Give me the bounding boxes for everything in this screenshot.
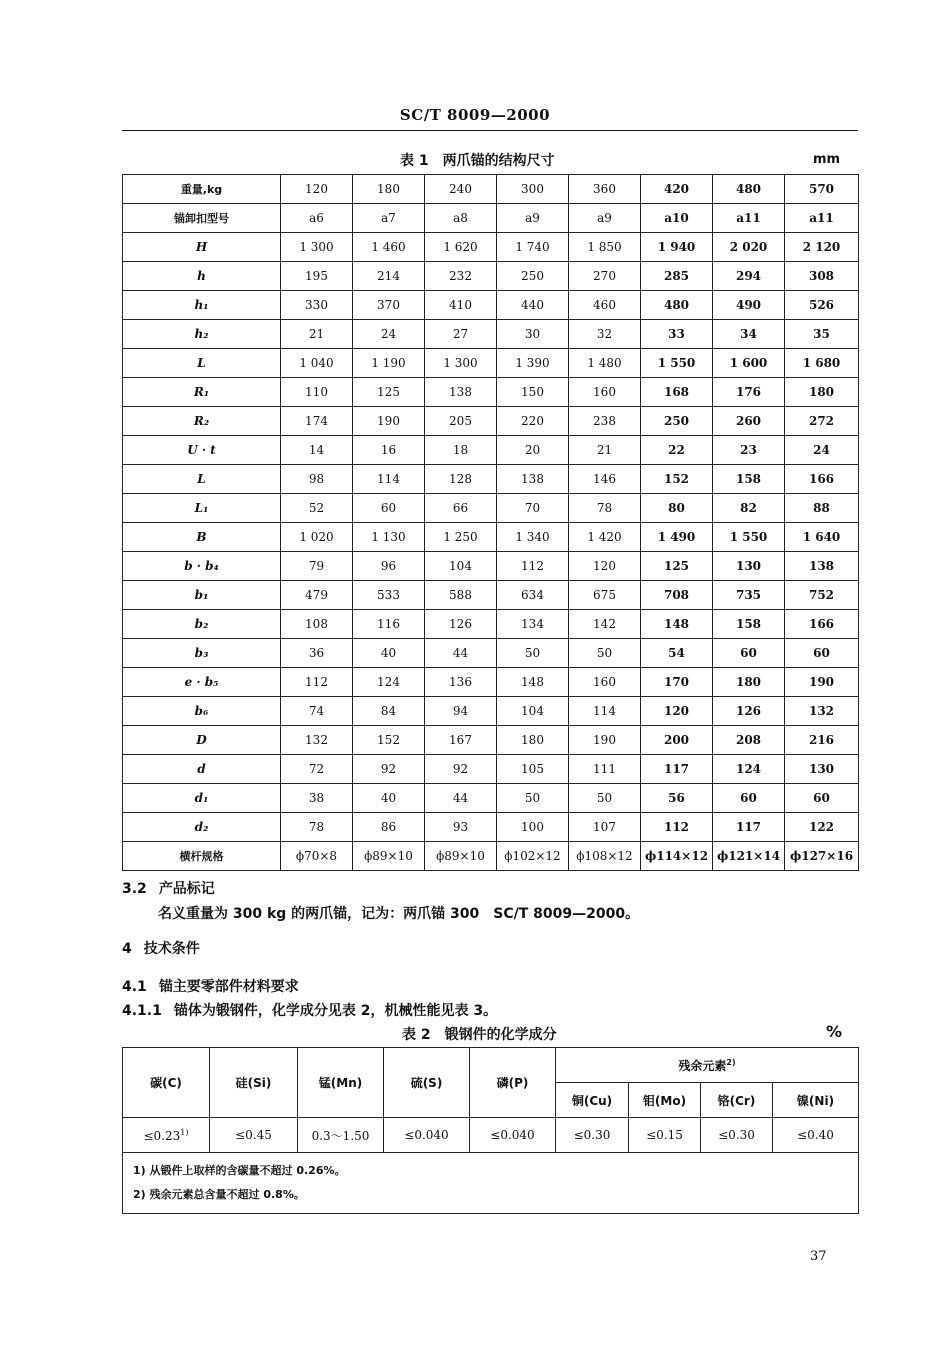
table2-notes <box>123 1153 859 1214</box>
table-cell: 146 <box>569 465 641 494</box>
table-cell: 150 <box>497 378 569 407</box>
row-label: b₂ <box>123 610 281 639</box>
table-cell: 1 640 <box>785 523 859 552</box>
anchor-dimensions-table <box>122 174 859 871</box>
footnote-2: 2) 残余元素总含量不超过 0.8%。 <box>133 1188 305 1201</box>
table-cell: a10 <box>641 204 713 233</box>
header-molybdenum: 钼(Mo) <box>629 1083 701 1118</box>
table-cell: 160 <box>569 378 641 407</box>
table-cell: 60 <box>713 784 785 813</box>
table-cell: 479 <box>281 581 353 610</box>
table-cell: 21 <box>569 436 641 465</box>
table-cell: 190 <box>569 726 641 755</box>
table-cell: 124 <box>713 755 785 784</box>
section-number: 3.2 <box>122 881 147 897</box>
table-cell: 138 <box>425 378 497 407</box>
table-cell: 138 <box>785 552 859 581</box>
row-label: R₂ <box>123 407 281 436</box>
table-cell: 190 <box>353 407 425 436</box>
table-cell: 50 <box>569 784 641 813</box>
table1-unit: mm <box>813 152 841 167</box>
table-row <box>123 552 859 581</box>
table-cell: 148 <box>641 610 713 639</box>
table-cell: 40 <box>353 639 425 668</box>
table-cell: 480 <box>641 291 713 320</box>
row-label: D <box>123 726 281 755</box>
table-cell: 238 <box>569 407 641 436</box>
value-chromium: ≤0.30 <box>701 1118 773 1153</box>
table-cell: 50 <box>497 639 569 668</box>
table-cell: 138 <box>497 465 569 494</box>
table-cell: 166 <box>785 610 859 639</box>
header-silicon: 硅(Si) <box>210 1048 298 1118</box>
footnote-ref: 1) <box>180 1127 189 1137</box>
table-cell: 60 <box>713 639 785 668</box>
table-cell: 117 <box>641 755 713 784</box>
table-cell: 22 <box>641 436 713 465</box>
table-cell: 1 480 <box>569 349 641 378</box>
footnote-1: 1) 从锻件上取样的含碳量不超过 0.26%。 <box>133 1164 346 1177</box>
table-cell: 208 <box>713 726 785 755</box>
header-nickel: 镍(Ni) <box>773 1083 859 1118</box>
table-cell: 128 <box>425 465 497 494</box>
table-cell: 130 <box>713 552 785 581</box>
table-cell: 1 550 <box>641 349 713 378</box>
table-cell: 1 420 <box>569 523 641 552</box>
table-cell: a9 <box>497 204 569 233</box>
table-row <box>123 523 859 552</box>
table-cell: 1 300 <box>425 349 497 378</box>
table-cell: 533 <box>353 581 425 610</box>
header-sulfur: 硫(S) <box>384 1048 470 1118</box>
table-row <box>123 697 859 726</box>
table-cell: ϕ127×16 <box>785 842 859 871</box>
table-cell: 1 340 <box>497 523 569 552</box>
row-label: U · t <box>123 436 281 465</box>
table-cell: 92 <box>425 755 497 784</box>
table-cell: 148 <box>497 668 569 697</box>
table-cell: 20 <box>497 436 569 465</box>
table-cell: 1 550 <box>713 523 785 552</box>
table2-unit: % <box>826 1022 843 1041</box>
table-cell: 1 850 <box>569 233 641 262</box>
table-row <box>123 262 859 291</box>
row-label: h₂ <box>123 320 281 349</box>
row-label: L <box>123 465 281 494</box>
table-cell: 410 <box>425 291 497 320</box>
table-cell: 190 <box>785 668 859 697</box>
table-cell: a7 <box>353 204 425 233</box>
table-cell: 174 <box>281 407 353 436</box>
value-nickel: ≤0.40 <box>773 1118 859 1153</box>
table-cell: 1 300 <box>281 233 353 262</box>
row-label: d₁ <box>123 784 281 813</box>
table-cell: 92 <box>353 755 425 784</box>
table-cell: a8 <box>425 204 497 233</box>
table-cell: ϕ108×12 <box>569 842 641 871</box>
table-cell: 180 <box>713 668 785 697</box>
table-cell: 152 <box>641 465 713 494</box>
table-row <box>123 436 859 465</box>
table-cell: 1 040 <box>281 349 353 378</box>
table-cell: 88 <box>785 494 859 523</box>
row-label: L <box>123 349 281 378</box>
page-number: 37 <box>810 1249 827 1264</box>
table-cell: 94 <box>425 697 497 726</box>
table-cell: 93 <box>425 813 497 842</box>
table-cell: a9 <box>569 204 641 233</box>
table-cell: 195 <box>281 262 353 291</box>
table-cell: 125 <box>641 552 713 581</box>
row-label: 横杆规格 <box>123 842 281 871</box>
table-cell: 132 <box>281 726 353 755</box>
table-cell: 1 390 <box>497 349 569 378</box>
table-cell: 300 <box>497 175 569 204</box>
section-4-heading <box>122 938 200 958</box>
table-row <box>123 465 859 494</box>
table-cell: 2 020 <box>713 233 785 262</box>
table-cell: ϕ102×12 <box>497 842 569 871</box>
table-cell: 66 <box>425 494 497 523</box>
table-cell: 125 <box>353 378 425 407</box>
header-chromium: 铬(Cr) <box>701 1083 773 1118</box>
table-cell: 490 <box>713 291 785 320</box>
table-cell: 200 <box>641 726 713 755</box>
row-label: 重量,kg <box>123 175 281 204</box>
table-cell: a11 <box>713 204 785 233</box>
table-row <box>123 784 859 813</box>
standard-code-header: SC/T 8009—2000 <box>399 106 551 124</box>
table-cell: 50 <box>569 639 641 668</box>
row-label: d <box>123 755 281 784</box>
table-cell: 216 <box>785 726 859 755</box>
section-3-2-body: 名义重量为 300 kg 的两爪锚，记为：两爪锚 300 SC/T 8009—2000。 <box>158 906 640 922</box>
table-cell: ϕ70×8 <box>281 842 353 871</box>
header-residual-elements <box>556 1048 859 1083</box>
table-cell: 130 <box>785 755 859 784</box>
table-cell: 36 <box>281 639 353 668</box>
table-cell: 84 <box>353 697 425 726</box>
table-cell: 480 <box>713 175 785 204</box>
table-cell: 1 680 <box>785 349 859 378</box>
table-cell: 2 120 <box>785 233 859 262</box>
table-cell: 117 <box>713 813 785 842</box>
header-copper: 铜(Cu) <box>556 1083 629 1118</box>
section-title: 锚体为锻钢件，化学成分见表 2，机械性能见表 3。 <box>173 1003 498 1019</box>
table-cell: 110 <box>281 378 353 407</box>
table-cell: 80 <box>641 494 713 523</box>
table-row <box>123 813 859 842</box>
table-cell: 82 <box>713 494 785 523</box>
table-cell: 18 <box>425 436 497 465</box>
table-row <box>123 378 859 407</box>
table-row <box>123 233 859 262</box>
row-label: h <box>123 262 281 291</box>
table-cell: 588 <box>425 581 497 610</box>
row-label: B <box>123 523 281 552</box>
table-cell: 32 <box>569 320 641 349</box>
table-row <box>123 755 859 784</box>
table-row <box>123 494 859 523</box>
row-label: H <box>123 233 281 262</box>
table-cell: 260 <box>713 407 785 436</box>
table-cell: 180 <box>497 726 569 755</box>
section-title: 锚主要零部件材料要求 <box>158 979 299 995</box>
table-cell: 79 <box>281 552 353 581</box>
row-label: 锚卸扣型号 <box>123 204 281 233</box>
table-cell: 35 <box>785 320 859 349</box>
table-cell: 570 <box>785 175 859 204</box>
row-label: L₁ <box>123 494 281 523</box>
table-cell: 1 460 <box>353 233 425 262</box>
table-cell: 112 <box>281 668 353 697</box>
table-cell: 294 <box>713 262 785 291</box>
value-silicon: ≤0.45 <box>210 1118 298 1153</box>
table-cell: 24 <box>785 436 859 465</box>
table1-caption: 表 1 两爪锚的结构尺寸 <box>400 153 555 169</box>
table-cell: 86 <box>353 813 425 842</box>
table-cell: 50 <box>497 784 569 813</box>
value-manganese: 0.3～1.50 <box>298 1118 384 1153</box>
row-label: b₆ <box>123 697 281 726</box>
table-cell: 60 <box>785 784 859 813</box>
table-cell: 34 <box>713 320 785 349</box>
table-cell: 526 <box>785 291 859 320</box>
table-cell: 708 <box>641 581 713 610</box>
section-number: 4.1.1 <box>122 1003 162 1019</box>
table-row <box>123 320 859 349</box>
section-4-1-1-heading <box>122 1000 497 1020</box>
table-cell: 735 <box>713 581 785 610</box>
table-row <box>123 175 859 204</box>
table-cell: 124 <box>353 668 425 697</box>
table-cell: 166 <box>785 465 859 494</box>
row-label: R₁ <box>123 378 281 407</box>
table-cell: 120 <box>641 697 713 726</box>
value-molybdenum: ≤0.15 <box>629 1118 701 1153</box>
table-cell: 176 <box>713 378 785 407</box>
table-cell: 240 <box>425 175 497 204</box>
table-cell: 158 <box>713 610 785 639</box>
table-cell: 134 <box>497 610 569 639</box>
table-cell: 33 <box>641 320 713 349</box>
table-cell: 158 <box>713 465 785 494</box>
table-row <box>123 204 859 233</box>
section-title: 技术条件 <box>143 941 200 957</box>
table-cell: 205 <box>425 407 497 436</box>
table-cell: 1 020 <box>281 523 353 552</box>
table-cell: 180 <box>785 378 859 407</box>
chemical-composition-table <box>122 1047 859 1214</box>
table-cell: 250 <box>497 262 569 291</box>
table-cell: 52 <box>281 494 353 523</box>
table-cell: 98 <box>281 465 353 494</box>
table-cell: 167 <box>425 726 497 755</box>
table-cell: 100 <box>497 813 569 842</box>
table-cell: 232 <box>425 262 497 291</box>
value-phosphorus: ≤0.040 <box>470 1118 556 1153</box>
table-cell: 370 <box>353 291 425 320</box>
table-cell: 114 <box>569 697 641 726</box>
table-row <box>123 842 859 871</box>
section-number: 4 <box>122 941 132 957</box>
section-number: 4.1 <box>122 979 147 995</box>
table-cell: 634 <box>497 581 569 610</box>
table-cell: 105 <box>497 755 569 784</box>
table-cell: 14 <box>281 436 353 465</box>
table-row <box>123 349 859 378</box>
row-label: b · b₄ <box>123 552 281 581</box>
table-cell: 1 250 <box>425 523 497 552</box>
table-cell: 142 <box>569 610 641 639</box>
table2-caption: 表 2 锻钢件的化学成分 <box>402 1027 557 1043</box>
table-cell: 60 <box>353 494 425 523</box>
table-cell: 16 <box>353 436 425 465</box>
table-cell: 30 <box>497 320 569 349</box>
table-cell: 96 <box>353 552 425 581</box>
table-cell: 272 <box>785 407 859 436</box>
table-cell: 114 <box>353 465 425 494</box>
table-cell: 308 <box>785 262 859 291</box>
table-cell: 70 <box>497 494 569 523</box>
row-label: b₃ <box>123 639 281 668</box>
table-cell: 78 <box>281 813 353 842</box>
table-cell: a11 <box>785 204 859 233</box>
value-sulfur: ≤0.040 <box>384 1118 470 1153</box>
table-cell: ϕ89×10 <box>425 842 497 871</box>
table-cell: 1 490 <box>641 523 713 552</box>
table-row <box>123 668 859 697</box>
table-cell: 126 <box>713 697 785 726</box>
carbon-value: ≤0.23 <box>143 1128 181 1143</box>
table-cell: 112 <box>497 552 569 581</box>
header-manganese: 锰(Mn) <box>298 1048 384 1118</box>
table-cell: 168 <box>641 378 713 407</box>
table-cell: 23 <box>713 436 785 465</box>
table-cell: 107 <box>569 813 641 842</box>
row-label: h₁ <box>123 291 281 320</box>
header-phosphorus: 磷(P) <box>470 1048 556 1118</box>
value-carbon <box>123 1118 210 1153</box>
table-cell: 752 <box>785 581 859 610</box>
table-cell: 285 <box>641 262 713 291</box>
table-cell: 116 <box>353 610 425 639</box>
table-cell: 44 <box>425 639 497 668</box>
footnote-ref: 2) <box>726 1057 736 1067</box>
table-cell: 360 <box>569 175 641 204</box>
table-cell: ϕ121×14 <box>713 842 785 871</box>
table-cell: 1 620 <box>425 233 497 262</box>
table-cell: 112 <box>641 813 713 842</box>
table-row <box>123 291 859 320</box>
table-cell: 21 <box>281 320 353 349</box>
table-cell: 675 <box>569 581 641 610</box>
table-cell: 24 <box>353 320 425 349</box>
table-cell: 1 740 <box>497 233 569 262</box>
table-cell: 220 <box>497 407 569 436</box>
table-cell: 108 <box>281 610 353 639</box>
table-cell: ϕ89×10 <box>353 842 425 871</box>
table-cell: 120 <box>281 175 353 204</box>
residual-label: 残余元素 <box>678 1058 727 1073</box>
table-cell: 111 <box>569 755 641 784</box>
table-cell: 56 <box>641 784 713 813</box>
table-cell: 74 <box>281 697 353 726</box>
table-cell: 104 <box>497 697 569 726</box>
table-cell: 1 940 <box>641 233 713 262</box>
table-cell: 78 <box>569 494 641 523</box>
table-cell: 120 <box>569 552 641 581</box>
table-cell: 460 <box>569 291 641 320</box>
table-cell: 40 <box>353 784 425 813</box>
table-cell: 1 600 <box>713 349 785 378</box>
table-cell: 420 <box>641 175 713 204</box>
table-row <box>123 726 859 755</box>
table-cell: 270 <box>569 262 641 291</box>
row-label: b₁ <box>123 581 281 610</box>
header-carbon: 碳(C) <box>123 1048 210 1118</box>
table-cell: 1 130 <box>353 523 425 552</box>
section-3-2-heading <box>122 878 215 898</box>
header-rule <box>122 130 858 131</box>
row-label: d₂ <box>123 813 281 842</box>
table-cell: 122 <box>785 813 859 842</box>
table-cell: a6 <box>281 204 353 233</box>
table-cell: ϕ114×12 <box>641 842 713 871</box>
table-cell: 170 <box>641 668 713 697</box>
table-row <box>123 610 859 639</box>
table-cell: 38 <box>281 784 353 813</box>
table-cell: 214 <box>353 262 425 291</box>
table-cell: 440 <box>497 291 569 320</box>
table-row <box>123 581 859 610</box>
table-cell: 54 <box>641 639 713 668</box>
value-copper: ≤0.30 <box>556 1118 629 1153</box>
table-cell: 132 <box>785 697 859 726</box>
table-cell: 136 <box>425 668 497 697</box>
table-cell: 60 <box>785 639 859 668</box>
table-cell: 160 <box>569 668 641 697</box>
table-cell: 330 <box>281 291 353 320</box>
table-cell: 250 <box>641 407 713 436</box>
table-cell: 44 <box>425 784 497 813</box>
table-cell: 104 <box>425 552 497 581</box>
table-cell: 72 <box>281 755 353 784</box>
row-label: e · b₅ <box>123 668 281 697</box>
section-title: 产品标记 <box>158 881 215 897</box>
table-cell: 180 <box>353 175 425 204</box>
table-row <box>123 407 859 436</box>
table-row <box>123 639 859 668</box>
section-4-1-heading <box>122 976 299 996</box>
table-cell: 27 <box>425 320 497 349</box>
table-cell: 152 <box>353 726 425 755</box>
table-cell: 126 <box>425 610 497 639</box>
table-cell: 1 190 <box>353 349 425 378</box>
